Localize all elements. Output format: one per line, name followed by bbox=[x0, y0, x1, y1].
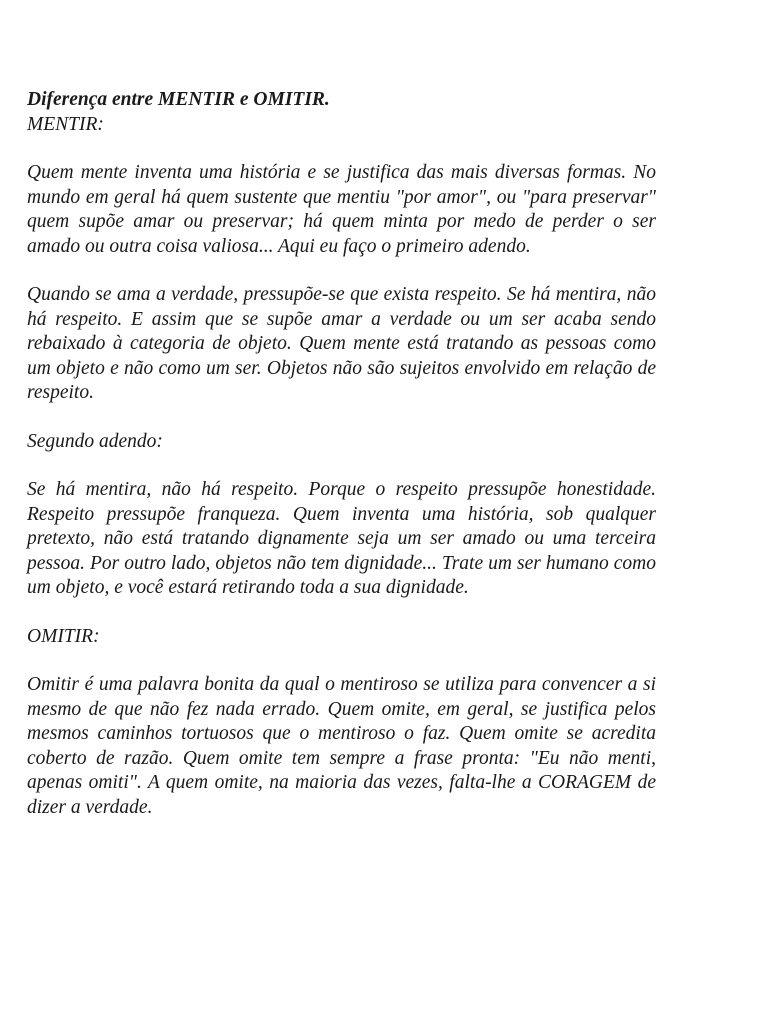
paragraph-omitir: Omitir é uma palavra bonita da qual o mentiroso se utiliza para convencer a si mesmo de que não fez nada errado. Quem omite, em geral, se justifica pelos mesmos caminhos tortuosos que o mentiroso o faz. Quem omite se acredita coberto de razão. Quem omite tem sempre a frase pronta: "Eu não menti, apenas omiti". A quem omite, na maioria das vezes, falta-lhe a CORAGEM de dizer a verdade. bbox=[27, 674, 656, 818]
document-title: Diferença entre MENTIR e OMITIR. bbox=[27, 89, 330, 110]
heading-segundo-adendo: Segundo adendo: bbox=[27, 430, 163, 452]
paragraph-respeito: Quando se ama a verdade, pressupõe-se que exista respeito. Se há mentira, não há respeito. E assim que se supõe amar a verdade ou um ser acaba sendo rebaixado à categoria de objeto. Quem mente está tratando as pessoas como um objeto e não como um ser. Objetos não são sujeitos envolvido em relação de respeito. bbox=[27, 284, 656, 403]
paragraph-mentir-intro: Quem mente inventa uma história e se justifica das mais diversas formas. No mundo em geral há quem sustente que mentiu "por amor", ou "para preservar" quem supõe amar ou preservar; há quem minta por medo de perder o ser amado ou outra coisa valiosa... Aqui eu faço o primeiro adendo. bbox=[27, 162, 656, 257]
heading-mentir: MENTIR: bbox=[27, 113, 104, 135]
heading-omitir: OMITIR: bbox=[27, 625, 100, 647]
document-page bbox=[27, 88, 656, 820]
paragraph-segundo-adendo: Se há mentira, não há respeito. Porque o respeito pressupõe honestidade. Respeito pressupõe franqueza. Quem inventa uma história, sob qualquer pretexto, não está tratando dignamente seja um ser amado ou uma terceira pessoa. Por outro lado, objetos não tem dignidade... Trate um ser humano como um objeto, e você estará retirando toda a sua dignidade. bbox=[27, 479, 656, 598]
